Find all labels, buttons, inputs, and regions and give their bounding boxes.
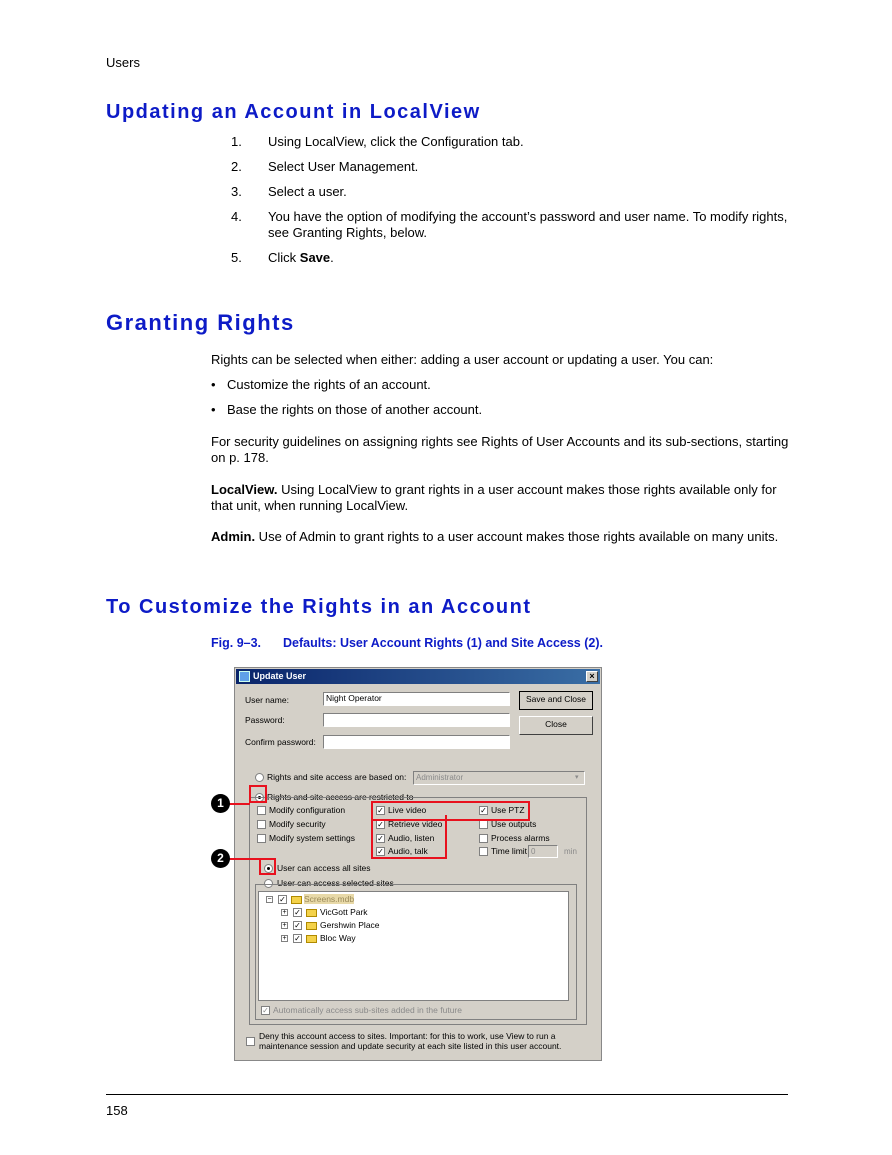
time-limit-label: Time limit bbox=[491, 846, 528, 856]
use-outputs-checkbox[interactable] bbox=[479, 820, 488, 829]
localview-text: Using LocalView to grant rights in a user account makes those rights available only for that unit, when running LocalView. bbox=[211, 482, 777, 513]
confirm-password-label: Confirm password: bbox=[245, 737, 316, 747]
section-heading-customize: To Customize the Rights in an Account bbox=[106, 596, 532, 618]
step-text: Select a user. bbox=[268, 184, 347, 199]
expand-icon[interactable]: + bbox=[282, 909, 287, 916]
audio-talk-label: Audio, talk bbox=[388, 846, 428, 856]
admin-lead: Admin. bbox=[211, 529, 256, 544]
all-sites-label: User can access all sites bbox=[277, 863, 371, 873]
modify-security-label: Modify security bbox=[269, 819, 326, 829]
modify-system-settings-checkbox[interactable] bbox=[257, 834, 266, 843]
security-paragraph: For security guidelines on assigning rights see Rights of User Accounts and its sub-sections, starting on p. 178. bbox=[211, 434, 789, 465]
confirm-password-field[interactable] bbox=[323, 735, 510, 749]
step-text: You have the option of modifying the account’s password and user name. To modify rights, see Granting Rights, below. bbox=[268, 209, 788, 240]
restricted-label: Rights and site access are restricted to bbox=[267, 792, 414, 802]
step-number: 3. bbox=[231, 184, 242, 199]
auto-access-checkbox[interactable]: ✓ bbox=[262, 1006, 269, 1015]
step-text-after: . bbox=[330, 250, 334, 265]
footer-divider bbox=[106, 1094, 788, 1095]
step-item bbox=[231, 159, 791, 175]
use-ptz-label: Use PTZ bbox=[491, 805, 525, 815]
folder-icon bbox=[306, 935, 317, 943]
live-video-label: Live video bbox=[388, 805, 427, 815]
figure-caption bbox=[211, 636, 603, 650]
modify-configuration-label: Modify configuration bbox=[269, 805, 346, 815]
figure-number: Fig. 9–3. bbox=[211, 636, 262, 650]
admin-text: Use of Admin to grant rights to a user account makes those rights available on many units. bbox=[255, 529, 779, 544]
figure-caption-text: Defaults: User Account Rights (1) and Site Access (2). bbox=[283, 636, 603, 650]
step-bold-save: Save bbox=[299, 250, 331, 265]
rights-highlight-bottom bbox=[371, 815, 447, 859]
step-number: 5. bbox=[231, 250, 242, 265]
step-item bbox=[231, 250, 791, 266]
step-text-before: Click bbox=[268, 250, 300, 265]
deny-access-label: Deny this account access to sites. Important: for this to work, use View to run a maintenance session and update security at each site listed in this user account. bbox=[259, 1031, 562, 1051]
step-number: 2. bbox=[231, 159, 242, 174]
password-field[interactable] bbox=[323, 713, 510, 727]
selected-sites-label: User can access selected sites bbox=[277, 878, 394, 888]
use-outputs-label: Use outputs bbox=[491, 819, 537, 829]
bullet-text: Base the rights on those of another account. bbox=[227, 402, 483, 417]
tree-item-checkbox[interactable]: ✓ bbox=[294, 921, 301, 930]
tree-item-checkbox[interactable]: ✓ bbox=[294, 908, 301, 917]
step-text: Using LocalView, click the Configuration tab. bbox=[268, 134, 524, 149]
folder-icon bbox=[306, 909, 317, 917]
step-text: Select User Management. bbox=[268, 159, 419, 174]
tree-root-label[interactable]: Screens.mdb bbox=[304, 894, 355, 904]
tree-item-label[interactable]: Gershwin Place bbox=[320, 920, 380, 930]
audio-listen-label: Audio, listen bbox=[388, 833, 435, 843]
process-alarms-label: Process alarms bbox=[491, 833, 550, 843]
based-on-select[interactable]: Administrator bbox=[413, 771, 585, 785]
username-field[interactable]: Night Operator bbox=[323, 692, 510, 706]
expand-icon[interactable]: + bbox=[282, 922, 287, 929]
dialog-titlebar bbox=[236, 669, 600, 684]
section-heading-granting: Granting Rights bbox=[106, 310, 295, 335]
step-number: 4. bbox=[231, 209, 242, 224]
modify-system-settings-label: Modify system settings bbox=[269, 833, 355, 843]
localview-paragraph bbox=[211, 482, 791, 514]
auto-access-label: Automatically access sub-sites added in the future bbox=[273, 1005, 462, 1015]
folder-icon bbox=[291, 896, 302, 904]
retrieve-video-checkbox[interactable]: ✓ bbox=[377, 820, 384, 829]
tree-item-label[interactable]: Bloc Way bbox=[320, 933, 356, 943]
username-label: User name: bbox=[245, 695, 289, 705]
callout-line-2 bbox=[228, 858, 260, 860]
page-number: 158 bbox=[106, 1103, 128, 1118]
step-item bbox=[231, 184, 791, 200]
live-video-checkbox[interactable]: ✓ bbox=[377, 806, 384, 815]
dialog-title: Update User bbox=[253, 671, 307, 681]
app-icon bbox=[239, 671, 250, 682]
bullet-dot: • bbox=[211, 402, 216, 417]
process-alarms-checkbox[interactable] bbox=[479, 834, 488, 843]
bullet-item bbox=[211, 377, 791, 393]
retrieve-video-label: Retrieve video bbox=[388, 819, 443, 829]
callout-line-1 bbox=[228, 803, 250, 805]
save-and-close-button[interactable]: Save and Close bbox=[519, 691, 593, 710]
admin-paragraph bbox=[211, 529, 791, 545]
chevron-down-icon: ▾ bbox=[575, 774, 579, 781]
tree-item-checkbox[interactable]: ✓ bbox=[294, 934, 301, 943]
sites-tree[interactable] bbox=[258, 891, 569, 1001]
audio-listen-checkbox[interactable]: ✓ bbox=[377, 834, 384, 843]
steps-list bbox=[231, 134, 791, 275]
tree-item-label[interactable]: VicGott Park bbox=[320, 907, 368, 917]
callout-1: 1 bbox=[211, 794, 230, 813]
step-item bbox=[231, 134, 791, 150]
password-label: Password: bbox=[245, 715, 285, 725]
localview-lead: LocalView. bbox=[211, 482, 278, 497]
bullet-text: Customize the rights of an account. bbox=[227, 377, 431, 392]
time-limit-unit: min bbox=[564, 847, 577, 856]
callout-box-1 bbox=[249, 785, 267, 803]
section-heading-updating: Updating an Account in LocalView bbox=[106, 101, 481, 123]
modify-security-checkbox[interactable] bbox=[257, 820, 266, 829]
expand-icon[interactable]: + bbox=[282, 935, 287, 942]
step-item bbox=[231, 209, 791, 241]
collapse-icon[interactable]: − bbox=[267, 896, 272, 903]
bullet-dot: • bbox=[211, 377, 216, 392]
time-limit-checkbox[interactable] bbox=[479, 847, 488, 856]
deny-access-checkbox[interactable] bbox=[246, 1037, 255, 1046]
callout-2: 2 bbox=[211, 849, 230, 868]
step-number: 1. bbox=[231, 134, 242, 149]
close-button[interactable]: Close bbox=[519, 716, 593, 735]
audio-talk-checkbox[interactable]: ✓ bbox=[377, 847, 384, 856]
based-on-radio[interactable] bbox=[255, 773, 264, 782]
granting-intro: Rights can be selected when either: adding a user account or updating a user. You can: bbox=[211, 352, 714, 367]
all-sites-radio[interactable] bbox=[264, 864, 273, 873]
close-icon[interactable]: × bbox=[586, 671, 598, 682]
folder-icon bbox=[306, 922, 317, 930]
running-header: Users bbox=[106, 55, 140, 70]
modify-configuration-checkbox[interactable] bbox=[257, 806, 266, 815]
bullet-item bbox=[211, 402, 791, 418]
use-ptz-checkbox[interactable]: ✓ bbox=[480, 806, 487, 815]
step-text bbox=[268, 250, 334, 266]
time-limit-stepper[interactable]: 0 bbox=[528, 845, 558, 858]
tree-root-checkbox[interactable]: ✓ bbox=[279, 895, 286, 904]
based-on-label: Rights and site access are based on: bbox=[267, 772, 407, 782]
